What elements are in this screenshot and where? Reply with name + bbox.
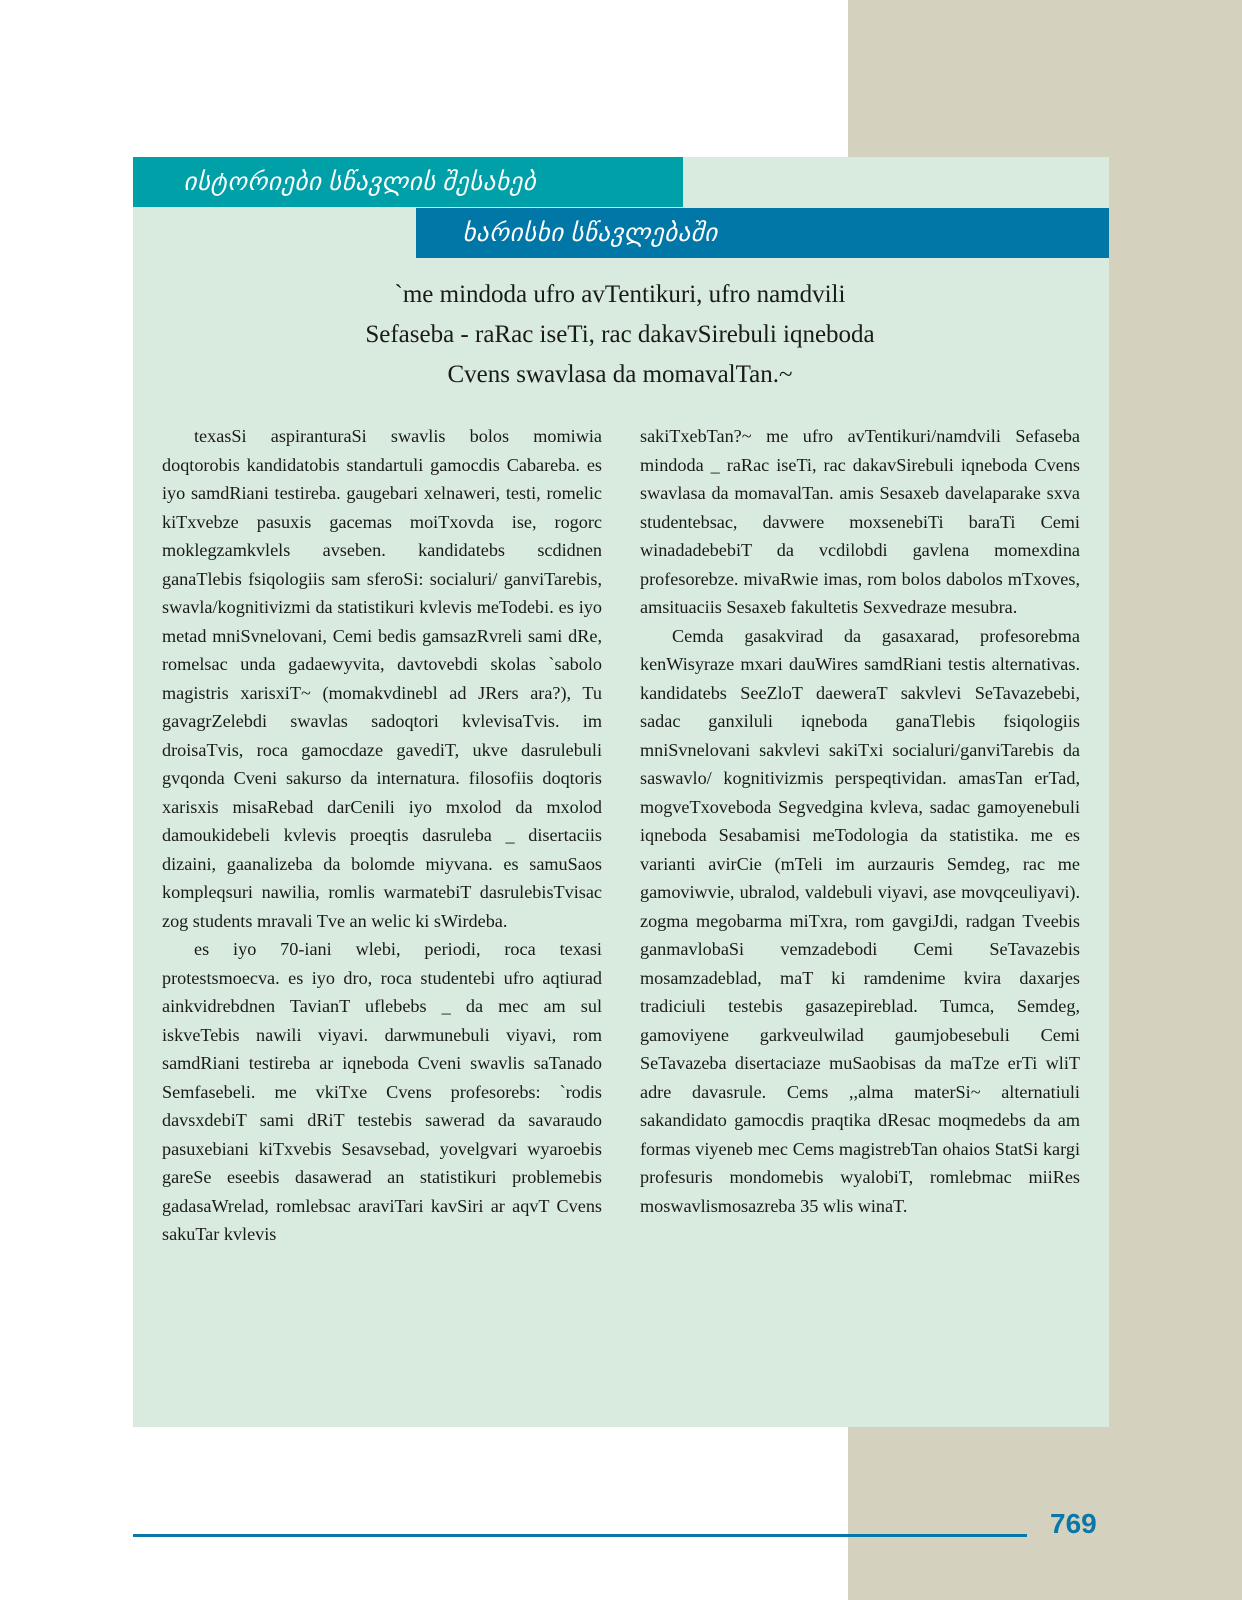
section-title: ისტორიები სწავლის შესახებ bbox=[183, 169, 536, 196]
quote-line: Cvens swavlasa da momavalTan.~ bbox=[447, 361, 793, 388]
pull-quote bbox=[240, 275, 1000, 395]
body-paragraph: Cemda gasakvirad da gasaxarad, profesorebma kenWisyraze mxari dauWires samdRiani testis alternativas. kandidatebs SeeZloT daeweraT sakvlevi SeTavazebebi, sadac ganxiluli iqneboda ganaTlebis fsiqologiis mniSvnelovani sakvlevi sakiTxi socialuri/ganviTarebis da saswavlo/ kognitivizmis perspeqtividan. amasTan erTad, mogveTxoveboda Segvedgina kvleva, sadac gamoyenebuli iqneboda Sesabamisi meTodologia da statistika. me es varianti avirCie (mTeli im aurzauris Semdeg, rac me gamoviwvie, ubralod, valdebuli viyavi, ase movqceuliyavi). zogma megobarma miTxra, rom gavgiJdi, radgan Tveebis ganmavlobaSi vemzadebodi Cemi SeTavazebis mosamzadeblad, maT ki ramdenime kvira daxarjes tradiciuli testebis gasazepireblad. Tumca, Semdeg, gamoviyene garkveulwilad gaumjobesebuli Cemi SeTavazeba disertaciaze muSaobisas da maTze erTi wliT adre davasrule. Cems ,,alma materSi~ alternatiuli sakandidato gamocdis praqtika dResac moqmedebs da am formas viyeneb mec Cems magistrebTan ohaios StatSi kargi profesuris mondomebis wyalobiT, romlebmac miiRes moswavlismosazreba 35 wlis winaT. bbox=[640, 625, 1080, 1216]
subtitle-banner bbox=[416, 208, 1109, 258]
body-paragraph: sakiTxebTan?~ me ufro avTentikuri/namdvili Sefaseba mindoda _ raRac iseTi, rac dakavSirebuli iqneboda Cvens swavlasa da momavalTan. amis Sesaxeb davelaparake sxva studentebsac, davwere moxsenebiTi baraTi Cemi winadadebebiT da vcdilobdi gavlena momexdina profesorebze. mivaRwie imas, rom bolos dabolos mTxoves, amsituaciis Sesaxeb fakultetis Sexvedraze mesubra. bbox=[640, 426, 1080, 617]
footer-rule bbox=[133, 1534, 1027, 1537]
quote-line: `me mindoda ufro avTentikuri, ufro namdvili bbox=[394, 281, 846, 308]
body-paragraph: es iyo 70-iani wlebi, periodi, roca texasi protestsmoecva. es iyo dro, roca studentebi ufro aqtiurad ainkvidrebdnen TavianT uflebebs _ da mec am sul iskveTebis nawili viyavi. darwmunebuli viyavi, rom samdRiani testireba ar iqneboda Cveni swavlis saTanado Semfasebeli. me vkiTxe Cvens profesorebs: `rodis davsxdebiT sami dRiT testebis sawerad da savaraudo pasuxebiani kiTxvebis Sesavsebad, yovelgvari wyaroebis gareSe eseebis dasawerad an statistikuri problemebis gadasaWrelad, romlebsac araviTari kavSiri ar aqvT Cvens sakuTar kvlevis bbox=[162, 939, 602, 1244]
quote-line: Sefaseba - raRac iseTi, rac dakavSirebuli iqneboda bbox=[365, 321, 875, 348]
body-paragraph: texasSi aspiranturaSi swavlis bolos momiwia doqtorobis kandidatobis standartuli gamocdis Cabareba. es iyo samdRiani testireba. gaugebari xelnaweri, testi, romelic kiTxvebze pasuxis gacemas moiTxovda ise, rogorc moklegzamkvlels avseben. kandidatebs scdidnen ganaTlebis fsiqologiis sam sferoSi: socialuri/ ganviTarebis, swavla/kognitivizmi da statistikuri kvlevis meTodebi. es iyo metad mniSvnelovani, Cemi bedis gamsazRvreli sami dRe, romelsac unda gadaewyvita, davtovebdi skolas `sabolo magistris xarisxiT~ (momakvdinebl ad JRers ara?), Tu gavagrZelebdi swavlas sadoqtori kvlevisaTvis. im droisaTvis, roca gamocdaze gavediT, ukve dasrulebuli gvqonda Cveni sakurso da internatura. filosofiis doqtoris xarisxis misaRebad darCenili iyo mxolod da mxolod damoukidebeli kvlevis proeqtis dasruleba _ disertaciis dizaini, gaanalizeba da bolomde miyvana. es samuSaos kompleqsuri nawilia, romlis warmatebiT dasrulebisTvisac zog students mravali Tve an welic ki sWirdeba. bbox=[162, 426, 602, 931]
section-title-banner bbox=[133, 157, 683, 207]
page-number: 769 bbox=[1050, 1508, 1097, 1539]
body-column-left bbox=[162, 422, 602, 1249]
body-column-right bbox=[640, 422, 1080, 1220]
section-subtitle: ხარისხი სწავლებაში bbox=[462, 220, 718, 247]
